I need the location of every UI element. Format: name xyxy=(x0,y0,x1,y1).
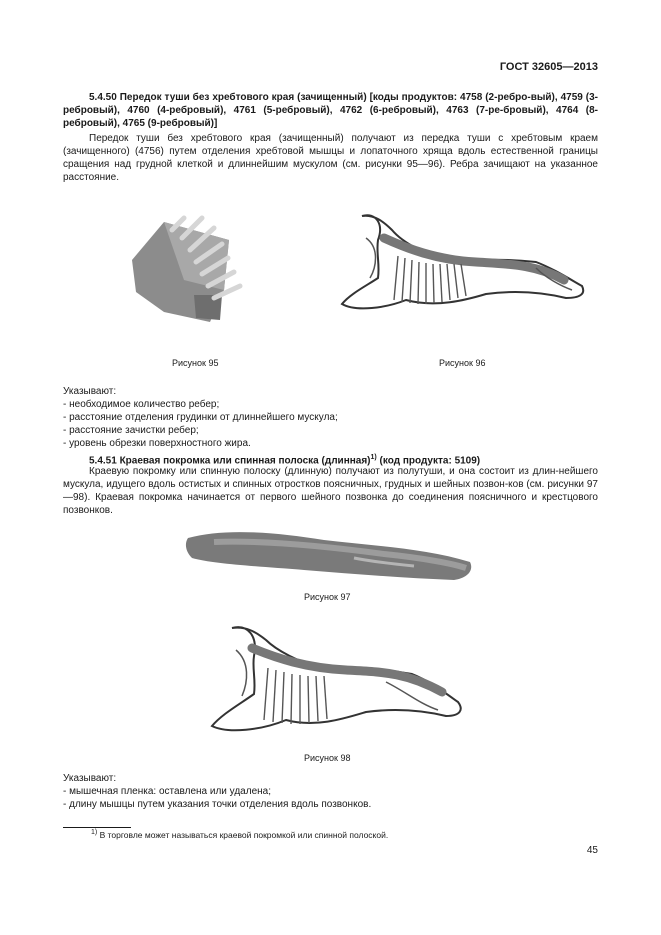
list-item: - расстояние отделения грудинки от длиннейшего мускула; xyxy=(63,412,338,423)
list-item: - мышечная пленка: оставлена или удалена; xyxy=(63,786,271,797)
section-5-4-51-title-code: (код продукта: 5109) xyxy=(376,455,481,467)
list-item: - уровень обрезки поверхностного жира. xyxy=(63,438,251,449)
list-2 xyxy=(63,785,598,811)
figure-96-caption: Рисунок 96 xyxy=(439,358,486,368)
footnote-divider xyxy=(63,827,131,828)
list-1-intro: Указывают: xyxy=(63,386,117,397)
footnote-text: В торговле может называться краевой покромкой или спинной полоской. xyxy=(97,829,389,840)
page-number: 45 xyxy=(586,845,598,856)
footnote-mark: 1) xyxy=(91,829,98,836)
section-5-4-50-title: 5.4.50 Передок туши без хребтового края (зачищенный) [коды продуктов: 4758 (2-ребро-вый), 4759 (3-ребровый), 4760 (4-ребровый), 4761 (5-ребровый), 4762 (6-ребровый), 4763 (7-ре-бровый), 4764 (8-ребровый), 4765 (9-ребровый)] xyxy=(63,92,598,129)
figure-98-carcass-diagram xyxy=(206,622,466,737)
list-item: - необходимое количество ребер; xyxy=(63,399,220,410)
footnote xyxy=(91,829,388,840)
figure-97-caption: Рисунок 97 xyxy=(304,592,351,602)
section-5-4-51-body: Краевую покромку или спинную полоску (длинную) получают из полутуши, и она состоит из длин-нейшего мускула, идущего вдоль остистых и спинных отростков поясничных, грудных и шейных позвон-ков (см. рисунки 97—98). Краевая покромка начинается от первого шейного позвонка до соединения поясничного и крестцового позвонков. xyxy=(63,466,598,516)
standard-header: ГОСТ 32605—2013 xyxy=(499,61,598,73)
list-2-intro: Указывают: xyxy=(63,773,117,784)
figure-97-loin-strip-image xyxy=(184,522,476,586)
section-5-4-50-body: Передок туши без хребтового края (зачищенный) получают из передка туши с хребтовым краем (зачищенного) (4756) путем отделения хребтовой мышцы и лопаточного хряща вдоль естественной границы сращения над грудной клеткой и длиннейшим мускулом (см. рисунки 95—96). Ребра зачищают на указанное расстояние. xyxy=(63,133,598,183)
figure-98-caption: Рисунок 98 xyxy=(304,753,351,763)
figure-95-caption: Рисунок 95 xyxy=(172,358,219,368)
list-1 xyxy=(63,398,598,450)
figure-95-rib-section-image xyxy=(124,200,264,340)
list-item: - длину мышцы путем указания точки отделения вдоль позвонков. xyxy=(63,799,372,810)
list-item: - расстояние зачистки ребер; xyxy=(63,425,199,436)
section-5-4-51-title-main: 5.4.51 Краевая покромка или спинная полоска (длинная) xyxy=(89,455,371,467)
figure-96-carcass-diagram xyxy=(336,208,591,318)
footnote-ref: 1) xyxy=(370,454,377,461)
